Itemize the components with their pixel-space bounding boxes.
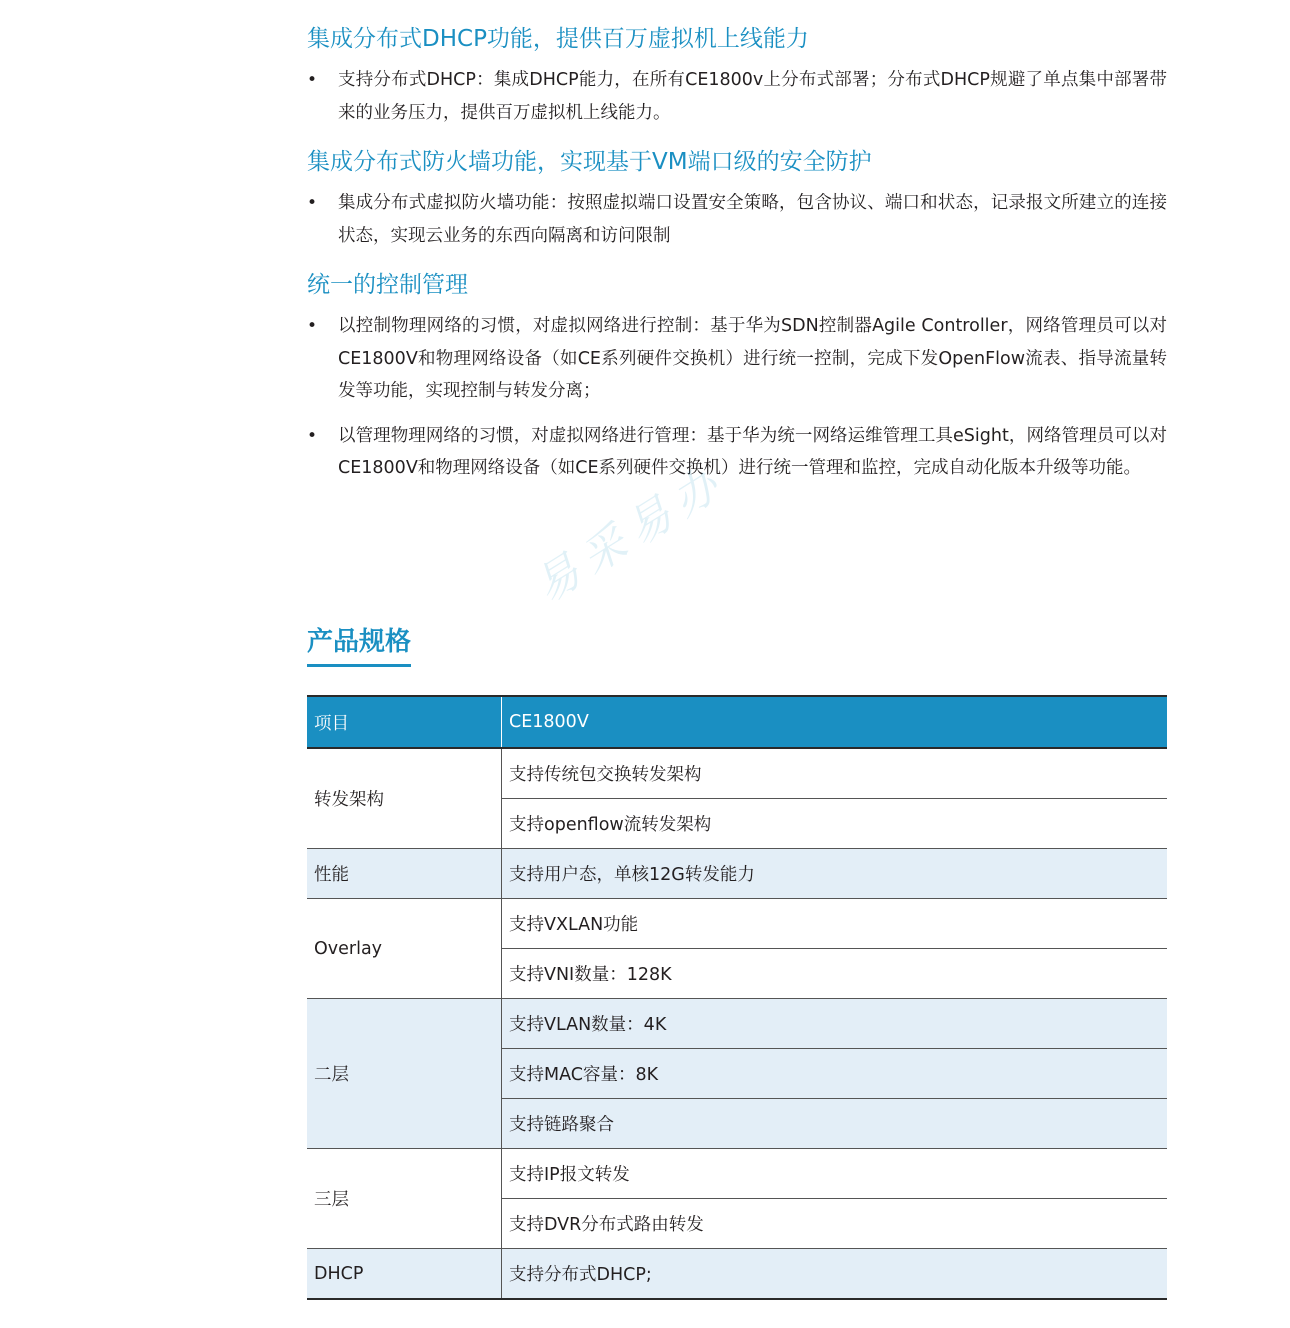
bullet-text: 以控制物理网络的习惯，对虚拟网络进行控制：基于华为SDN控制器Agile Controller，网络管理员可以对CE1800V和物理网络设备（如CE系列硬件交换机）进行统一控制，完成下发OpenFlow流表、指导流量转发等功能，实现控制与转发分离； bbox=[338, 316, 1167, 401]
spec-title: 产品规格 bbox=[307, 622, 411, 667]
table-row bbox=[307, 748, 1167, 799]
watermark: 易采易办 bbox=[525, 454, 737, 613]
spec-title-wrap bbox=[307, 622, 411, 667]
row-value: 支持IP报文转发 bbox=[502, 1149, 1168, 1199]
feature-content bbox=[307, 20, 1167, 499]
table-row bbox=[307, 999, 1167, 1049]
section-dhcp bbox=[307, 20, 1167, 129]
bullet-list bbox=[307, 64, 1167, 129]
header-value: CE1800V bbox=[502, 696, 1168, 748]
bullet-text: 以管理物理网络的习惯，对虚拟网络进行管理：基于华为统一网络运维管理工具eSight，网络管理员可以对CE1800V和物理网络设备（如CE系列硬件交换机）进行统一管理和监控，完成自动化版本升级等功能。 bbox=[338, 425, 1167, 478]
row-value: 支持VLAN数量：4K bbox=[502, 999, 1168, 1049]
bullet-item bbox=[307, 187, 1167, 252]
bullet-list bbox=[307, 310, 1167, 485]
section-heading: 集成分布式DHCP功能，提供百万虚拟机上线能力 bbox=[307, 26, 809, 52]
row-category: 转发架构 bbox=[307, 748, 502, 849]
row-category: 二层 bbox=[307, 999, 502, 1149]
row-category: 性能 bbox=[307, 849, 502, 899]
row-category: DHCP bbox=[307, 1249, 502, 1300]
row-value: 支持VNI数量：128K bbox=[502, 949, 1168, 999]
row-value: 支持传统包交换转发架构 bbox=[502, 748, 1168, 799]
table-row bbox=[307, 1149, 1167, 1199]
bullet-item bbox=[307, 310, 1167, 408]
bullet-dot: • bbox=[307, 70, 318, 90]
row-category: 三层 bbox=[307, 1149, 502, 1249]
section-heading: 集成分布式防火墙功能，实现基于VM端口级的安全防护 bbox=[307, 149, 872, 175]
bullet-dot: • bbox=[307, 425, 318, 446]
bullet-list bbox=[307, 187, 1167, 252]
row-value: 支持链路聚合 bbox=[502, 1099, 1168, 1149]
row-value: 支持VXLAN功能 bbox=[502, 899, 1168, 949]
spec-header-row bbox=[307, 696, 1167, 748]
section-management bbox=[307, 266, 1167, 485]
row-value: 支持分布式DHCP; bbox=[502, 1249, 1168, 1300]
bullet-text: 支持分布式DHCP：集成DHCP能力，在所有CE1800v上分布式部署；分布式DHCP规避了单点集中部署带来的业务压力，提供百万虚拟机上线能力。 bbox=[338, 70, 1167, 123]
section-firewall bbox=[307, 143, 1167, 252]
bullet-item bbox=[307, 64, 1167, 129]
bullet-dot: • bbox=[307, 316, 318, 336]
bullet-text: 集成分布式虚拟防火墙功能：按照虚拟端口设置安全策略，包含协议、端口和状态，记录报文所建立的连接状态，实现云业务的东西向隔离和访问限制 bbox=[338, 193, 1167, 246]
section-heading: 统一的控制管理 bbox=[307, 272, 468, 298]
table-row bbox=[307, 1249, 1167, 1300]
row-value: 支持openflow流转发架构 bbox=[502, 799, 1168, 849]
spec-table bbox=[307, 695, 1167, 1300]
bullet-dot: • bbox=[307, 193, 318, 213]
table-row bbox=[307, 899, 1167, 949]
row-value: 支持DVR分布式路由转发 bbox=[502, 1199, 1168, 1249]
row-value: 支持用户态，单核12G转发能力 bbox=[502, 849, 1168, 899]
bullet-item bbox=[307, 420, 1167, 485]
header-item: 项目 bbox=[307, 696, 502, 748]
row-value: 支持MAC容量：8K bbox=[502, 1049, 1168, 1099]
table-row bbox=[307, 849, 1167, 899]
row-category: Overlay bbox=[307, 899, 502, 999]
